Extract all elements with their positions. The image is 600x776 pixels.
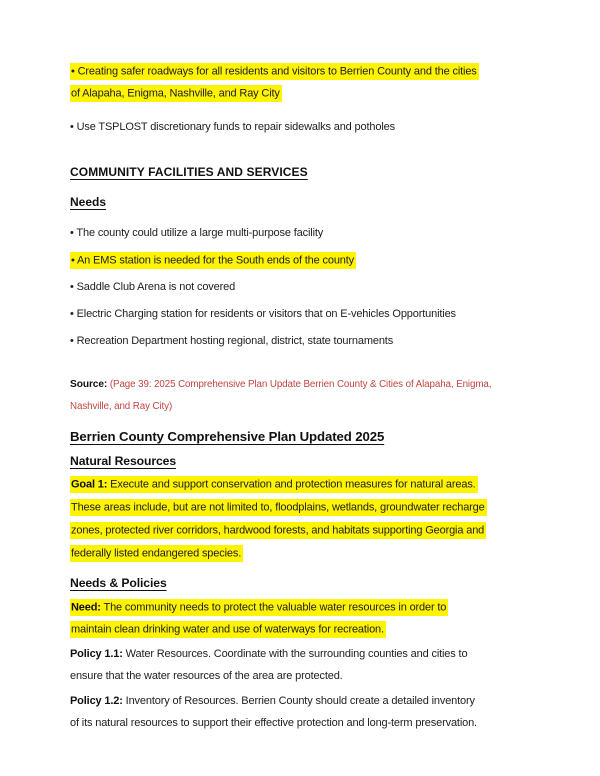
bullet-text: • Recreation Department hosting regional, district, state tournaments (70, 335, 394, 347)
bullet-text: • Saddle Club Arena is not covered (70, 281, 236, 293)
highlighted-text: • Creating safer roadways for all residents and visitors to Berrien County and the cities (70, 63, 479, 80)
policy-1-1-line-1 (70, 643, 538, 665)
goal-1-paragraph (70, 473, 538, 565)
highlighted-text: • An EMS station is needed for the South ends of the county (70, 252, 356, 269)
source-reference-text: (Page 39: 2025 Comprehensive Plan Update Berrien County & Cities of Alapaha, Enigma, (107, 379, 492, 390)
highlighted-text: These areas include, but are not limited to, floodplains, wetlands, groundwater recharge (70, 499, 487, 516)
policy-1-1-paragraph (70, 643, 538, 687)
policy-1-1-label: Policy 1.1: (70, 648, 123, 660)
policy-1-2-paragraph (70, 690, 538, 734)
need-line-2 (70, 618, 538, 640)
heading-natural-resources: Natural Resources (70, 454, 177, 468)
bullet-roadways-line-2 (70, 82, 538, 104)
goal-1-label: Goal 1: (71, 478, 108, 490)
policy-1-1-text: Water Resources. Coordinate with the surrounding counties and cities to (122, 648, 468, 660)
policy-1-2-text: Inventory of Resources. Berrien County should create a detailed inventory (122, 695, 475, 707)
policy-1-1-text: ensure that the water resources of the area are protected. (70, 670, 343, 682)
bullet-ev-charging (70, 303, 538, 325)
source-line-1 (70, 374, 538, 396)
highlighted-text: maintain clean drinking water and use of waterways for recreation. (70, 621, 386, 638)
heading-needs: Needs (70, 195, 107, 209)
bullet-roadways-line-1 (70, 60, 538, 82)
bullet-ems-station (70, 249, 538, 271)
bullet-roadways (70, 60, 538, 104)
bullet-text: • Use TSPLOST discretionary funds to repair sidewalks and potholes (70, 121, 395, 133)
need-text: The community needs to protect the valuable water resources in order to (100, 601, 447, 613)
highlighted-text (70, 599, 448, 616)
bullet-text: • The county could utilize a large multi-purpose facility (70, 227, 324, 239)
policy-1-2-text: of its natural resources to support their effective protection and long-term preservation. (70, 717, 477, 729)
goal-1-text: Execute and support conservation and protection measures for natural areas. (107, 478, 476, 490)
need-label: Need: (71, 601, 101, 613)
goal-1-line-2 (70, 496, 538, 519)
bullet-multipurpose-facility (70, 222, 538, 244)
policy-1-2-line-1 (70, 690, 538, 712)
heading-comprehensive-plan: Berrien County Comprehensive Plan Updated 2025 (70, 429, 385, 444)
policy-1-2-line-2 (70, 712, 538, 734)
source-line-2 (70, 396, 538, 418)
source-citation (70, 374, 538, 418)
highlighted-text: federally listed endangered species. (70, 545, 243, 562)
heading-community-facilities: COMMUNITY FACILITIES AND SERVICES (70, 165, 308, 179)
goal-1-line-3 (70, 519, 538, 542)
bullet-recreation-department (70, 330, 538, 352)
need-line-1 (70, 596, 538, 618)
bullet-text: • Electric Charging station for residents or visitors that on E-vehicles Opportunities (70, 308, 456, 320)
highlighted-text: zones, protected river corridors, hardwood forests, and habitats supporting Georgia and (70, 522, 486, 539)
needs-bullet-list (70, 222, 538, 352)
goal-1-line-1 (70, 473, 538, 496)
source-reference-text: Nashville, and Ray City) (70, 401, 173, 412)
bullet-saddle-club (70, 276, 538, 298)
policy-1-2-label: Policy 1.2: (70, 695, 123, 707)
highlighted-text: of Alapaha, Enigma, Nashville, and Ray City (70, 85, 282, 102)
bullet-tsplost-line (70, 116, 538, 138)
source-label: Source: (70, 379, 108, 390)
policy-1-1-line-2 (70, 665, 538, 687)
goal-1-line-4 (70, 542, 538, 565)
need-paragraph (70, 596, 538, 640)
bullet-tsplost (70, 116, 538, 138)
highlighted-text (70, 476, 478, 493)
heading-needs-and-policies: Needs & Policies (70, 576, 167, 590)
